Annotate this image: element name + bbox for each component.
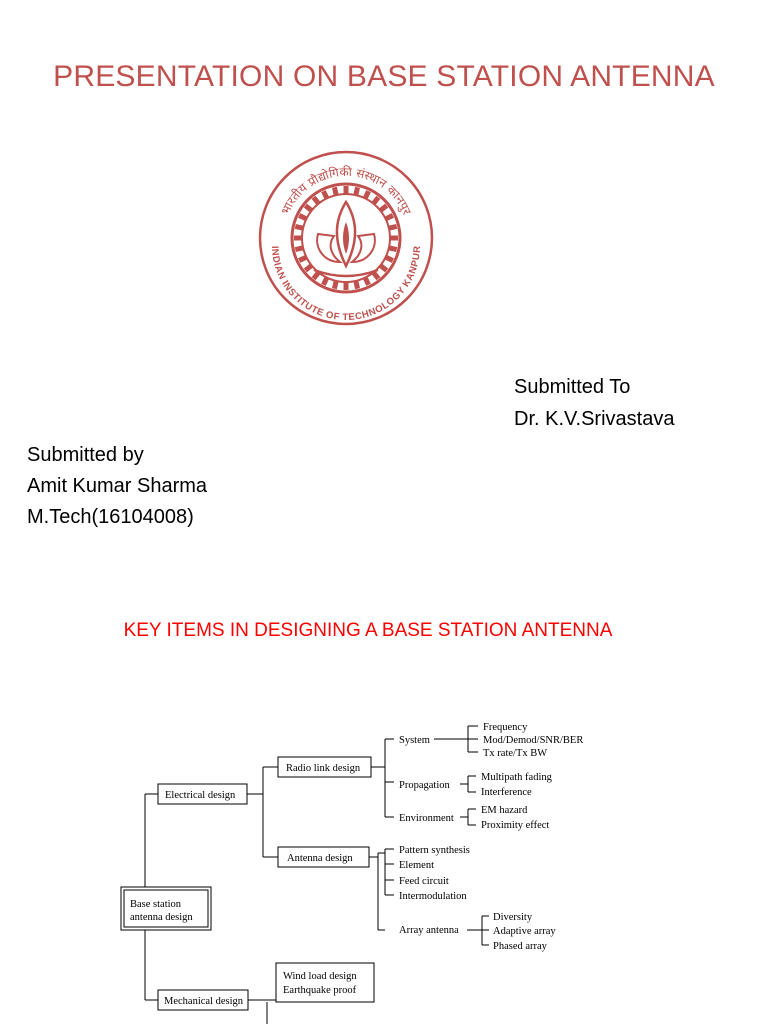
presentation-title: PRESENTATION ON BASE STATION ANTENNA (53, 60, 715, 93)
system-item-1: Frequency (483, 722, 528, 733)
gear-tooth (356, 281, 358, 289)
gear-tooth (334, 281, 336, 289)
root-label-line2: antenna design (130, 912, 193, 923)
gear-tooth (373, 197, 378, 203)
electrical-label: Electrical design (165, 790, 236, 801)
gear-tooth (323, 278, 326, 285)
gear-tooth (365, 191, 368, 198)
gear-tooth (314, 197, 319, 203)
antenna-item-2: Element (399, 860, 434, 871)
gear-tooth (334, 187, 336, 195)
submitted-to-name: Dr. K.V.Srivastava (514, 408, 675, 430)
radio-link-label: Radio link design (286, 763, 361, 774)
propagation-item-1: Multipath fading (481, 772, 552, 783)
radio-link-node (278, 757, 371, 777)
antenna-item-4: Intermodulation (399, 891, 467, 902)
gear-tooth (380, 206, 386, 211)
antenna-item-3: Feed circuit (399, 876, 449, 887)
system-label: System (399, 735, 430, 746)
gear-tooth (386, 215, 393, 218)
gear-tooth (314, 272, 319, 278)
gear-tooth (305, 206, 311, 211)
submitted-by-id: M.Tech(16104008) (27, 506, 194, 528)
gear-tooth (380, 265, 386, 270)
array-item-2: Adaptive array (493, 926, 556, 937)
gear-tooth (356, 187, 358, 195)
key-items-slide (0, 585, 768, 1024)
antenna-design-label: Antenna design (287, 853, 353, 864)
gear-tooth (323, 191, 326, 198)
submitted-to-label: Submitted To (514, 376, 631, 398)
gear-tooth (373, 272, 378, 278)
environment-item-2: Proximity effect (481, 820, 550, 831)
iit-kanpur-logo (258, 150, 434, 326)
gear-tooth (299, 215, 306, 218)
gear-tooth (389, 248, 397, 250)
submitted-by-block (27, 440, 207, 533)
environment-label: Environment (399, 813, 454, 824)
design-tree-diagram (110, 710, 610, 1024)
mechanical-item-2: Earthquake proof (283, 985, 357, 996)
propagation-label: Propagation (399, 780, 450, 791)
submitted-by-name: Amit Kumar Sharma (27, 475, 208, 497)
gear-tooth (299, 257, 306, 260)
array-item-1: Diversity (493, 912, 533, 923)
gear-tooth (295, 248, 303, 250)
gear-tooth (295, 226, 303, 228)
key-items-title: KEY ITEMS IN DESIGNING A BASE STATION ANTENNA (123, 620, 613, 641)
gear-tooth (389, 226, 397, 228)
mechanical-items-box (276, 963, 374, 1002)
mechanical-node (158, 990, 248, 1010)
logo-bottom-text: INDIAN INSTITUTE OF TECHNOLOGY KANPUR (268, 245, 424, 324)
mechanical-label: Mechanical design (164, 996, 244, 1007)
antenna-design-node (278, 847, 369, 867)
gear-tooth (305, 265, 311, 270)
submitted-by-label: Submitted by (27, 444, 144, 466)
root-label-line1: Base station (130, 899, 182, 910)
environment-item-1: EM hazard (481, 805, 528, 816)
root-node (121, 887, 211, 930)
gear-tooth (365, 278, 368, 285)
propagation-item-2: Interference (481, 787, 532, 798)
array-item-3: Phased array (493, 941, 547, 952)
system-item-2: Mod/Demod/SNR/BER (483, 735, 584, 746)
system-item-3: Tx rate/Tx BW (483, 748, 548, 759)
mechanical-item-1: Wind load design (283, 971, 357, 982)
electrical-node (158, 784, 247, 804)
gear-tooth (386, 257, 393, 260)
antenna-item-1: Pattern synthesis (399, 845, 470, 856)
array-antenna-label: Array antenna (399, 925, 459, 936)
submitted-to-block (514, 371, 674, 435)
logo-top-text: भारतीय प्रौद्योगिकी संस्थान कानपुर (278, 164, 414, 217)
